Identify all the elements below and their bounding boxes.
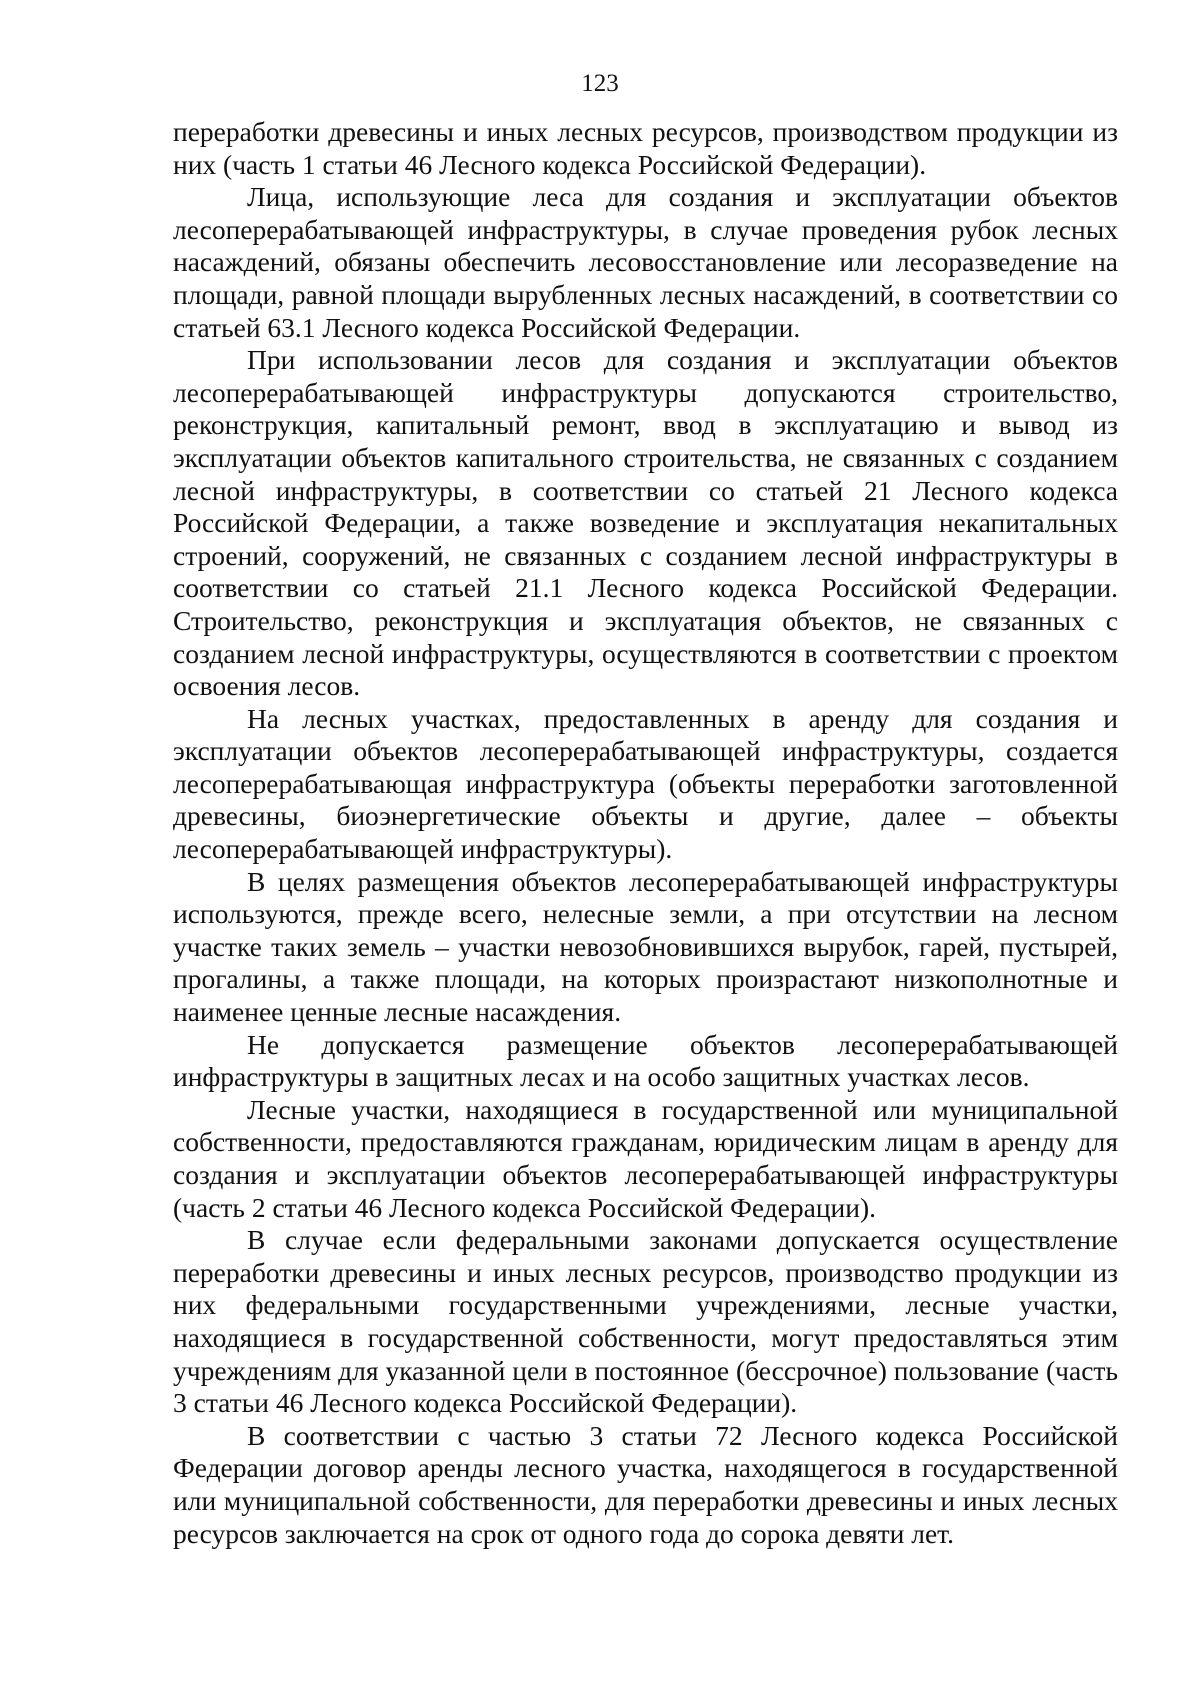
paragraph: Не допускается размещение объектов лесоперерабатывающей инфраструктуры в защитных лесах и на особо защитных участках лесов. — [173, 1028, 1118, 1093]
paragraph-continuation: переработки древесины и иных лесных ресурсов, производством продукции из них (часть 1 статьи 46 Лесного кодекса Российской Федерации). — [173, 116, 1118, 180]
paragraph: При использовании лесов для создания и эксплуатации объектов лесоперерабатывающей инфраструктуры допускаются строительство, реконструкция, капитальный ремонт, ввод в эксплуатацию и вывод из эксплуатации объектов капитального строительства, не связанных с созданием лесной инфраструктуры, в соответствии со статьей 21 Лесного кодекса Российской Федерации, а также возведение и эксплуатация некапитальных строений, сооружений, не связанных с созданием лесной инфраструктуры в соответствии со статьей 21.1 Лесного кодекса Российской Федерации. Строительство, реконструкция и эксплуатация объектов, не связанных с созданием лесной инфраструктуры, осуществляются в соответствии с проектом освоения лесов. — [173, 344, 1118, 702]
paragraph: На лесных участках, предоставленных в аренду для создания и эксплуатации объектов лесоперерабатывающей инфраструктуры, создается лесоперерабатывающая инфраструктура (объекты переработки заготовленной древесины, биоэнергетические объекты и другие, далее – объекты лесоперерабатывающей инфраструктуры). — [173, 702, 1118, 865]
page-number: 123 — [581, 70, 619, 97]
paragraph: В целях размещения объектов лесоперерабатывающей инфраструктуры используются, прежде всего, нелесные земли, а при отсутствии на лесном участке таких земель – участки невозобновившихся вырубок, гарей, пустырей, прогалины, а также площади, на которых произрастают низкополнотные и наименее ценные лесные насаждения. — [173, 865, 1118, 1028]
paragraph: В соответствии с частью 3 статьи 72 Лесного кодекса Российской Федерации договор аренды лесного участка, находящегося в государственной или муниципальной собственности, для переработки древесины и иных лесных ресурсов заключается на срок от одного года до сорока девяти лет. — [173, 1419, 1118, 1549]
paragraph: В случае если федеральными законами допускается осуществление переработки древесины и иных лесных ресурсов, производство продукции из них федеральными государственными учреждениями, лесные участки, находящиеся в государственной собственности, могут предоставляться этим учреждениям для указанной цели в постоянное (бессрочное) пользование (часть 3 статьи 46 Лесного кодекса Российской Федерации). — [173, 1224, 1118, 1419]
document-body — [173, 116, 1118, 1550]
paragraph: Лица, использующие леса для создания и эксплуатации объектов лесоперерабатывающей инфраструктуры, в случае проведения рубок лесных насаждений, обязаны обеспечить лесовосстановление или лесоразведение на площади, равной площади вырубленных лесных насаждений, в соответствии со статьей 63.1 Лесного кодекса Российской Федерации. — [173, 181, 1118, 343]
paragraph: Лесные участки, находящиеся в государственной или муниципальной собственности, предоставляются гражданам, юридическим лицам в аренду для создания и эксплуатации объектов лесоперерабатывающей инфраструктуры (часть 2 статьи 46 Лесного кодекса Российской Федерации). — [173, 1093, 1118, 1223]
